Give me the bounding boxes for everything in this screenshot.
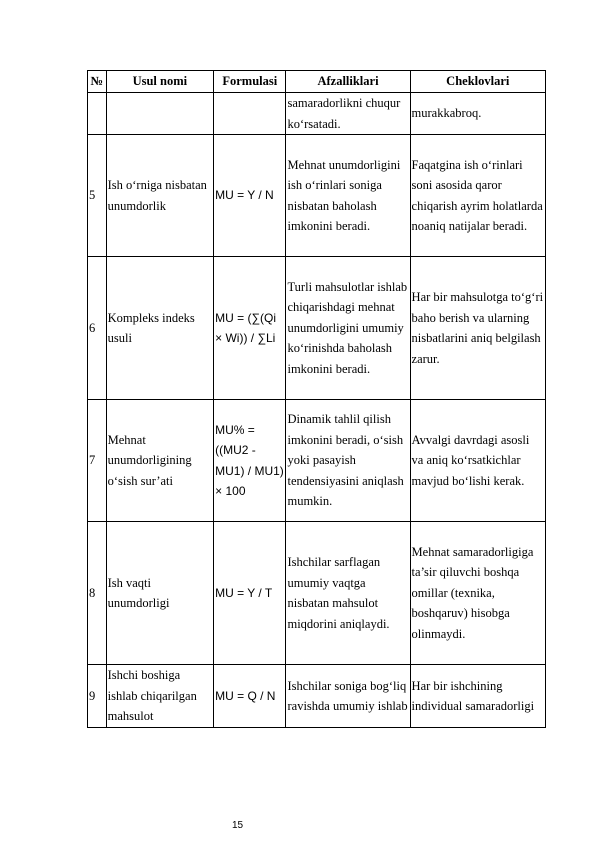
cell-number — [88, 93, 107, 135]
cell-formula — [214, 93, 286, 135]
header-limitations: Cheklovlari — [410, 71, 545, 93]
cell-number: 6 — [88, 257, 107, 400]
cell-method-name: Mehnat unumdorligining o‘sish sur’ati — [106, 400, 214, 522]
cell-method-name: Kompleks indeks usuli — [106, 257, 214, 400]
table-row — [88, 522, 546, 665]
cell-number: 7 — [88, 400, 107, 522]
cell-formula: MU% = ((MU2 - MU1) / MU1) × 100 — [214, 400, 286, 522]
page-number: 15 — [231, 820, 244, 831]
cell-formula: MU = (∑(Qi × Wi)) / ∑Li — [214, 257, 286, 400]
cell-limitations: murakkabroq. — [410, 93, 545, 135]
cell-advantages: Ishchilar soniga bog‘liq ravishda umumiy ishlab — [286, 665, 410, 728]
table-row — [88, 93, 546, 135]
cell-limitations: Mehnat samaradorligiga ta’sir qiluvchi boshqa omillar (texnika, boshqaruv) hisobga olinmaydi. — [410, 522, 545, 665]
cell-formula: MU = Q / N — [214, 665, 286, 728]
cell-limitations: Faqatgina ish o‘rinlari soni asosida qaror chiqarish ayrim holatlarda noaniq natijalar beradi. — [410, 135, 545, 257]
cell-advantages: samaradorlikni chuqur ko‘rsatadi. — [286, 93, 410, 135]
cell-number: 5 — [88, 135, 107, 257]
cell-number: 9 — [88, 665, 107, 728]
header-number: № — [88, 71, 107, 93]
cell-limitations: Har bir mahsulotga to‘g‘ri baho berish va ularning nisbatlarini aniq belgilash zarur. — [410, 257, 545, 400]
cell-method-name — [106, 93, 214, 135]
cell-formula: MU = Y / N — [214, 135, 286, 257]
header-method-name: Usul nomi — [106, 71, 214, 93]
header-advantages: Afzalliklari — [286, 71, 410, 93]
cell-method-name: Ish vaqti unumdorligi — [106, 522, 214, 665]
cell-formula: MU = Y / T — [214, 522, 286, 665]
cell-method-name: Ish o‘rniga nisbatan unumdorlik — [106, 135, 214, 257]
cell-number: 8 — [88, 522, 107, 665]
cell-advantages: Turli mahsulotlar ishlab chiqarishdagi mehnat unumdorligini umumiy ko‘rinishda baholash imkonini beradi. — [286, 257, 410, 400]
table-row — [88, 400, 546, 522]
table-row — [88, 257, 546, 400]
cell-limitations: Avvalgi davrdagi asosli va aniq ko‘rsatkichlar mavjud bo‘lishi kerak. — [410, 400, 545, 522]
table-row — [88, 135, 546, 257]
cell-advantages: Ishchilar sarflagan umumiy vaqtga nisbatan mahsulot miqdorini aniqlaydi. — [286, 522, 410, 665]
table-row — [88, 665, 546, 728]
methods-table — [87, 70, 546, 728]
cell-advantages: Mehnat unumdorligini ish o‘rinlari soniga nisbatan baholash imkonini beradi. — [286, 135, 410, 257]
cell-method-name: Ishchi boshiga ishlab chiqarilgan mahsulot — [106, 665, 214, 728]
table-header-row — [88, 71, 546, 93]
header-formula: Formulasi — [214, 71, 286, 93]
cell-limitations: Har bir ishchining individual samaradorligi — [410, 665, 545, 728]
cell-advantages: Dinamik tahlil qilish imkonini beradi, o‘sish yoki pasayish tendensiyasini aniqlash mumkin. — [286, 400, 410, 522]
